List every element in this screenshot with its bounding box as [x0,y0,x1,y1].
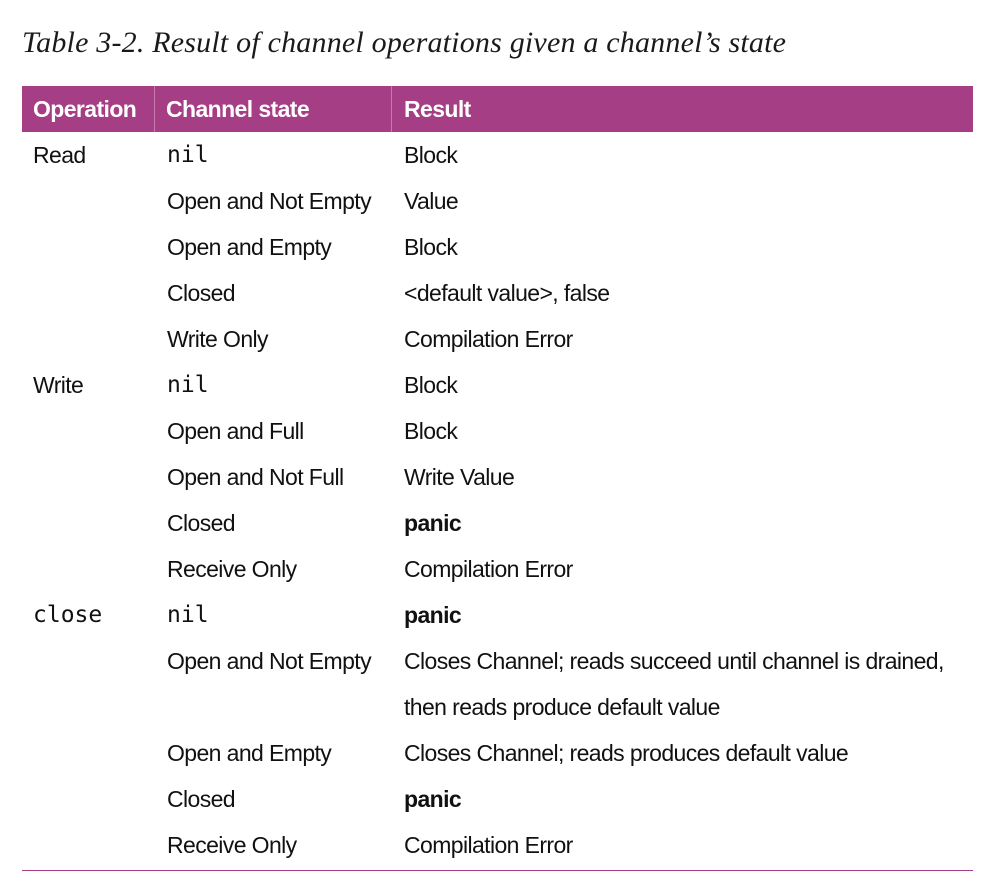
table-row [22,454,973,500]
result-line: panic [404,786,462,812]
table-header [22,86,973,132]
table-row [22,638,973,730]
table-row [22,178,973,224]
table-row [22,730,973,776]
result-line: Block [404,418,458,444]
table-row [22,224,973,270]
cell-channel-state: Open and Not Empty [167,648,371,674]
table-row [22,316,973,362]
cell-channel-state: Write Only [167,326,268,352]
cell-result [392,224,973,270]
cell-operation: Read [33,142,86,168]
result-line: Compilation Error [404,556,573,582]
table-row [22,822,973,868]
cell-channel-state: nil [167,372,209,398]
cell-result [392,316,973,362]
cell-channel-state: Open and Not Full [167,464,344,490]
table-row [22,776,973,822]
cell-result [392,454,973,500]
cell-result [392,776,973,822]
result-line: Compilation Error [404,832,573,858]
cell-channel-state: Receive Only [167,832,297,858]
table-body [22,132,973,868]
cell-channel-state: Open and Empty [167,234,332,260]
header-channel-state: Channel state [155,86,392,132]
result-line: Closes Channel; reads produces default value [404,740,849,766]
result-line: Block [404,234,458,260]
result-line: <default value>, false [404,280,610,306]
result-line: Block [404,142,458,168]
result-line: then reads produce default value [404,694,720,720]
cell-operation: Write [33,372,84,398]
channel-operations-table [22,86,973,871]
table-row [22,592,973,638]
header-result: Result [404,95,471,122]
result-line: panic [404,510,462,536]
table-bottom-rule [22,870,973,871]
result-line: Compilation Error [404,326,573,352]
cell-channel-state: Open and Empty [167,740,332,766]
cell-channel-state: nil [167,602,209,628]
result-line: Closes Channel; reads succeed until channel is drained, [404,648,944,674]
result-line: panic [404,602,462,628]
cell-result [392,730,973,776]
table-row [22,500,973,546]
table-row [22,408,973,454]
cell-channel-state: nil [167,142,209,168]
cell-result [392,822,973,868]
cell-operation: close [33,602,103,628]
header-operation: Operation [22,86,155,132]
cell-result [392,270,973,316]
cell-channel-state: Closed [167,786,235,812]
result-line: Value [404,188,459,214]
cell-result [392,362,973,408]
cell-result [392,546,973,592]
cell-channel-state: Open and Full [167,418,304,444]
cell-channel-state: Closed [167,280,235,306]
cell-result [392,500,973,546]
table-row [22,132,973,178]
table-row [22,270,973,316]
result-line: Block [404,372,458,398]
cell-result [392,132,973,178]
cell-channel-state: Closed [167,510,235,536]
cell-channel-state: Open and Not Empty [167,188,371,214]
cell-result [392,638,973,730]
result-line: Write Value [404,464,515,490]
table-caption: Table 3-2. Result of channel operations given a channel’s state [22,26,787,59]
cell-result [392,178,973,224]
cell-channel-state: Receive Only [167,556,297,582]
table-row [22,362,973,408]
table-row [22,546,973,592]
cell-result [392,592,973,638]
cell-result [392,408,973,454]
